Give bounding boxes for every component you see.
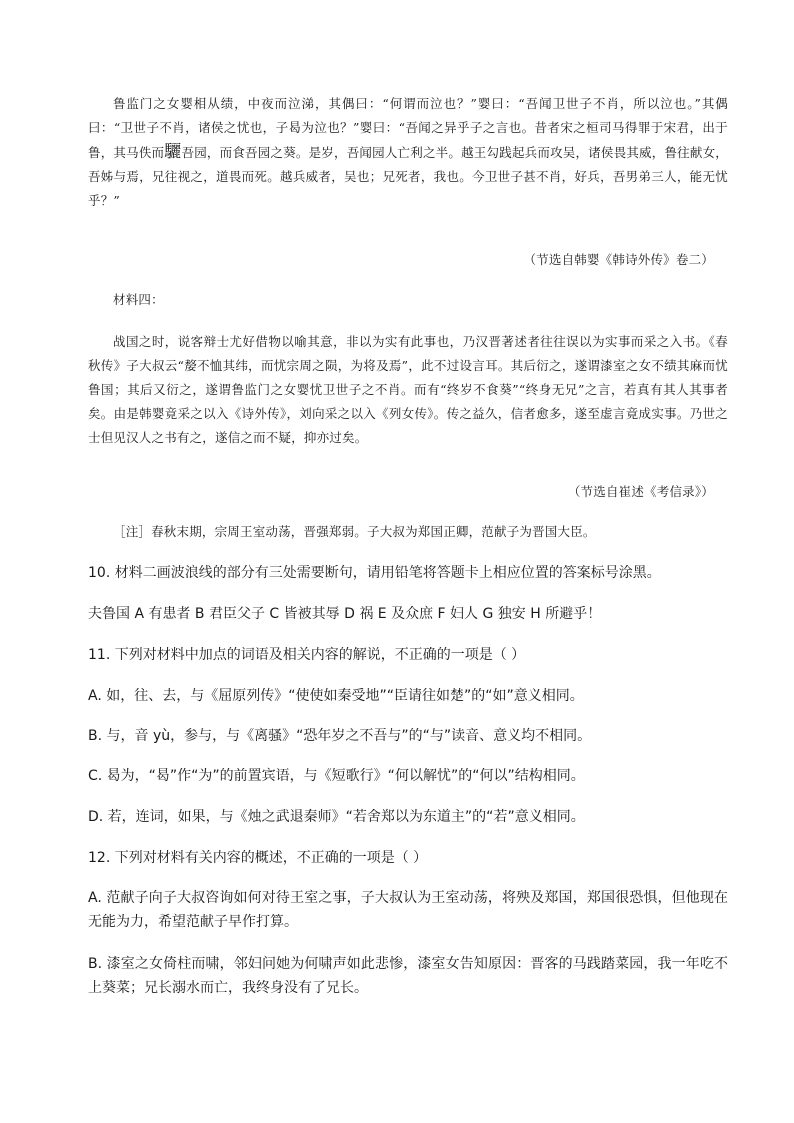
question-12-option-b: B. 漆室之女倚柱而啸，邻妇问她为何啸声如此悲惨，漆室女告知原因：晋客的马践踏菜园，我一年吃不上葵菜；兄长溺水而亡，我终身没有了兄长。 [88, 956, 728, 996]
material3-text-after: 吾园，而食吾园之葵。是岁，吾闻园人亡利之半。越王勾践起兵而攻吴，诸侯畏其威，鲁往献女，吾姊与焉，兄往视之，道畏而死。越兵威者，吴也；兄死者，我也。今卫世子甚不肖，好兵，吾男弟三人，能无忧乎？” [88, 145, 729, 208]
material4-heading: 材料四： [113, 292, 164, 307]
question-10-stem: 10. 材料二画波浪线的部分有三处需要断句，请用铅笔将答题卡上相应位置的答案标号涂黑。 [88, 565, 661, 581]
material3-text-before: 鲁监门之女婴相从绩，中夜而泣涕，其偶曰：“何谓而泣也？”婴曰：“吾闻卫世子不肖，所以泣也。”其偶曰：“卫世子不肖，诸侯之忧也，子曷为泣也？”婴曰：“吾闻之异乎子之言也。昔者宋之桓司马得罪于宋君，出于鲁，其马佚而 [88, 96, 728, 160]
material4-source: （节选自崔述《考信录》） [567, 484, 714, 499]
material3-source: （节选自韩婴《韩诗外传》卷二） [523, 252, 714, 267]
question-10-text: 夫鲁国 A 有患者 B 君臣父子 C 皆被其辱 D 祸 E 及众庶 F 妇人 G 独安 H 所避乎！ [88, 606, 602, 622]
question-11-option-d: D. 若，连词，如果，与《烛之武退秦师》“若舍郑以为东道主”的“若”意义相同。 [88, 809, 585, 825]
question-11-stem: 11. 下列对材料中加点的词语及相关内容的解说，不正确的一项是（ ） [88, 647, 526, 663]
question-12-stem: 12. 下列对材料有关内容的概述，不正确的一项是（ ） [88, 850, 428, 866]
question-11-option-c: C. 曷为，“曷”作“为”的前置宾语，与《短歌行》“何以解忧”的“何以”结构相同。 [88, 768, 585, 784]
question-11-option-b: B. 与，音 yù，参与，与《离骚》“恐年岁之不吾与”的“与”读音、意义均不相同。 [88, 728, 592, 744]
material3-big-char: 驪 [164, 142, 182, 162]
material4-paragraph: 战国之时，说客辩士尤好借物以喻其意，非以为实有此事也，乃汉晋著述者往往误以为实事而采之入书。《春秋传》子大叔云“嫠不恤其纬，而忧宗周之陨，为将及焉”，此不过设言耳。其后衍之，遂谓漆室之女不绩其麻而忧鲁国；其后又衍之，遂谓鲁监门之女婴忧卫世子之不肖。而有“终岁不食葵”“终身无兄”之言，若真有其人其事者矣。由是韩婴竟采之以入《诗外传》，刘向采之以入《列女传》。传之益久，信者愈多，遂至虚言竟成实事。乃世之士但见汉人之书有之，遂信之而不疑，抑亦过矣。 [88, 334, 728, 445]
material3-paragraph [88, 92, 728, 213]
annotation-note: ［注］春秋末期，宗周王室动荡，晋强郑弱。子大叔为郑国正卿，范献子为晋国大臣。 [113, 524, 596, 539]
question-11-option-a: A. 如，往、去，与《屈原列传》“使使如秦受地”“臣请往如楚”的“如”意义相同。 [88, 688, 584, 704]
question-12-option-a: A. 范献子向子大叔咨询如何对待王室之事，子大叔认为王室动荡，将殃及郑国，郑国很恐惧，但他现在无能为力，希望范献子早作打算。 [88, 890, 728, 930]
